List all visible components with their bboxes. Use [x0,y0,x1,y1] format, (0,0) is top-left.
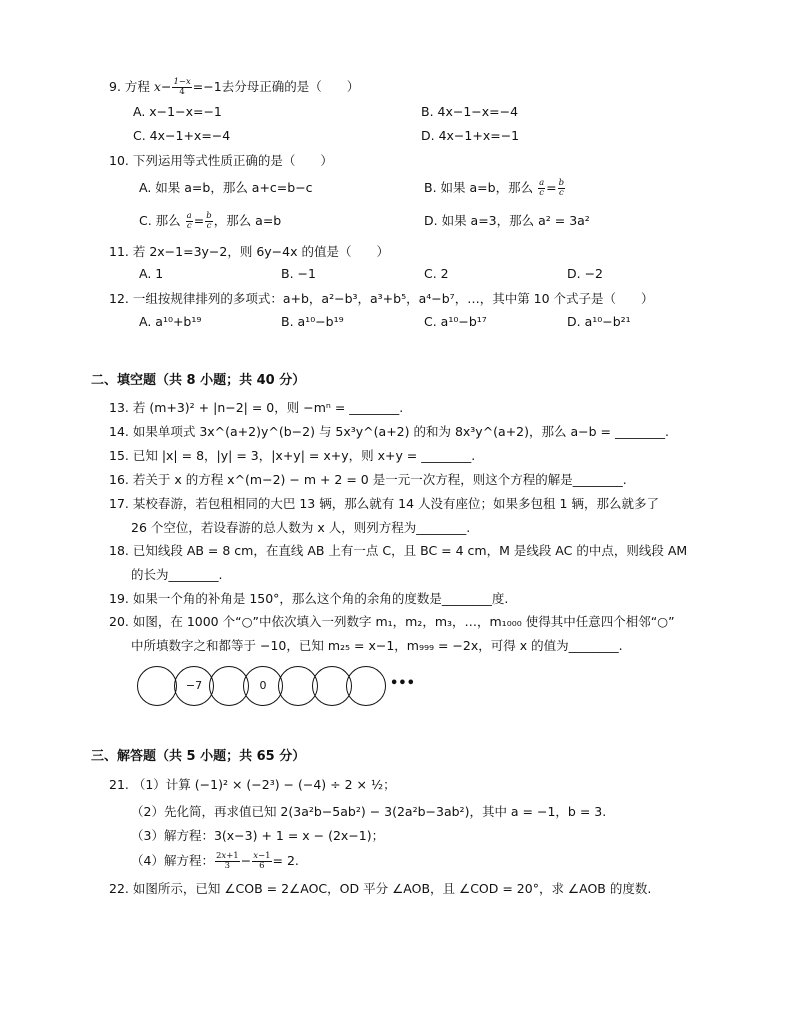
q12-stem: 12. 一组按规律排列的多项式：a+b，a²−b³，a³+b⁵，a⁴−b⁷，…，其中第 10 个式子是（ ） [109,291,654,306]
q11-option-d: D. −2 [567,266,603,281]
q9-option-a: A. x−1−x=−1 [133,104,222,119]
q18-line1: 18. 已知线段 AB = 8 cm，在直线 AB 上有一点 C，且 BC = 4 cm，M 是线段 AC 的中点，则线段 AM [109,543,688,558]
q20-line2: 中所填数字之和都等于 −10，已知 m₂₅ = x−1，m₉₉₉ = −2x，可得 x 的值为________. [131,638,623,653]
q12-option-c: C. a¹⁰−b¹⁷ [424,314,487,329]
q13: 13. 若 (m+3)² + |n−2| = 0，则 −mⁿ = ________. [109,400,404,415]
q9-option-d: D. 4x−1+x=−1 [421,128,520,143]
q10-option-d: D. 如果 a=3，那么 a² = 3a² [424,213,590,228]
q21-part1: 21. （1）计算 (−1)² × (−2³) − (−4) ÷ 2 × ½； [109,777,396,792]
q10-option-c: C. 那么 $\frac{a}{c}$ = $\frac{b}{c}$ ，那么 a=b [139,211,282,231]
q11-option-c: C. 2 [424,266,449,281]
q11-option-b: B. −1 [281,266,316,281]
q17-line1: 17. 某校春游，若包租相同的大巴 13 辆，那么就有 14 人没有座位；如果多包租 1 辆，那么就多了 [109,496,659,511]
q10-option-b: B. 如果 a=b，那么 $\frac{a}{c}$ = $\frac{b}{c}$ [424,178,565,198]
q11-option-a: A. 1 [139,266,164,281]
q21-part4: （4）解方程： $\frac{2x+1}{3}$ − $\frac{x-1}{6}$ = 2. [131,851,299,871]
q12-option-d: D. a¹⁰−b²¹ [567,314,631,329]
q9-option-c: C. 4x−1+x=−4 [133,128,231,143]
ellipsis-dots: ••• [390,676,415,691]
q9-stem: 9. 方程 x− $\frac{1-x}{4}$ =−1去分母正确的是（ ） [109,77,360,97]
q9-option-b: B. 4x−1−x=−4 [421,104,519,119]
q18-line2: 的长为________. [131,567,223,582]
circle-4: 0 [243,666,283,706]
q19: 19. 如果一个角的补角是 150°，那么这个角的余角的度数是________度. [109,591,509,606]
q22: 22. 如图所示，已知 ∠COB = 2∠AOC，OD 平分 ∠AOB，且 ∠COD = 20°，求 ∠AOB 的度数. [109,881,652,896]
q17-line2: 26 个空位，若设春游的总人数为 x 人，则列方程为________. [131,520,471,535]
section-fill-in-title: 二、填空题（共 8 小题；共 40 分） [91,373,306,388]
q14: 14. 如果单项式 3x^(a+2)y^(b−2) 与 5x³y^(a+2) 的和为 8x³y^(a+2)，那么 a−b = ________. [109,424,669,439]
q15: 15. 已知 |x| = 8，|y| = 3，|x+y| = x+y，则 x+y = ________. [109,448,476,463]
q10-option-a: A. 如果 a=b，那么 a+c=b−c [139,180,313,195]
circle-7 [346,666,386,706]
q16: 16. 若关于 x 的方程 x^(m−2) − m + 2 = 0 是一元一次方程，则这个方程的解是________. [109,472,627,487]
q20-line1: 20. 如图，在 1000 个“○”中依次填入一列数字 m₁，m₂，m₃，…，m₁₀₀₀ 使得其中任意四个相邻“○” [109,614,675,629]
q12-option-a: A. a¹⁰+b¹⁹ [139,314,202,329]
q12-option-b: B. a¹⁰−b¹⁹ [281,314,344,329]
section-solve-title: 三、解答题（共 5 小题；共 65 分） [91,749,306,764]
q21-part2: （2）先化简，再求值已知 2(3a²b−5ab²) − 3(2a²b−3ab²)，其中 a = −1，b = 3. [131,804,607,819]
q10-stem: 10. 下列运用等式性质正确的是（ ） [109,153,333,168]
q11-stem: 11. 若 2x−1=3y−2，则 6y−4x 的值是（ ） [109,244,389,259]
circle-1 [137,666,177,706]
circle-2: −7 [174,666,214,706]
q21-part3: （3）解方程：3(x−3) + 1 = x − (2x−1)； [131,828,385,843]
